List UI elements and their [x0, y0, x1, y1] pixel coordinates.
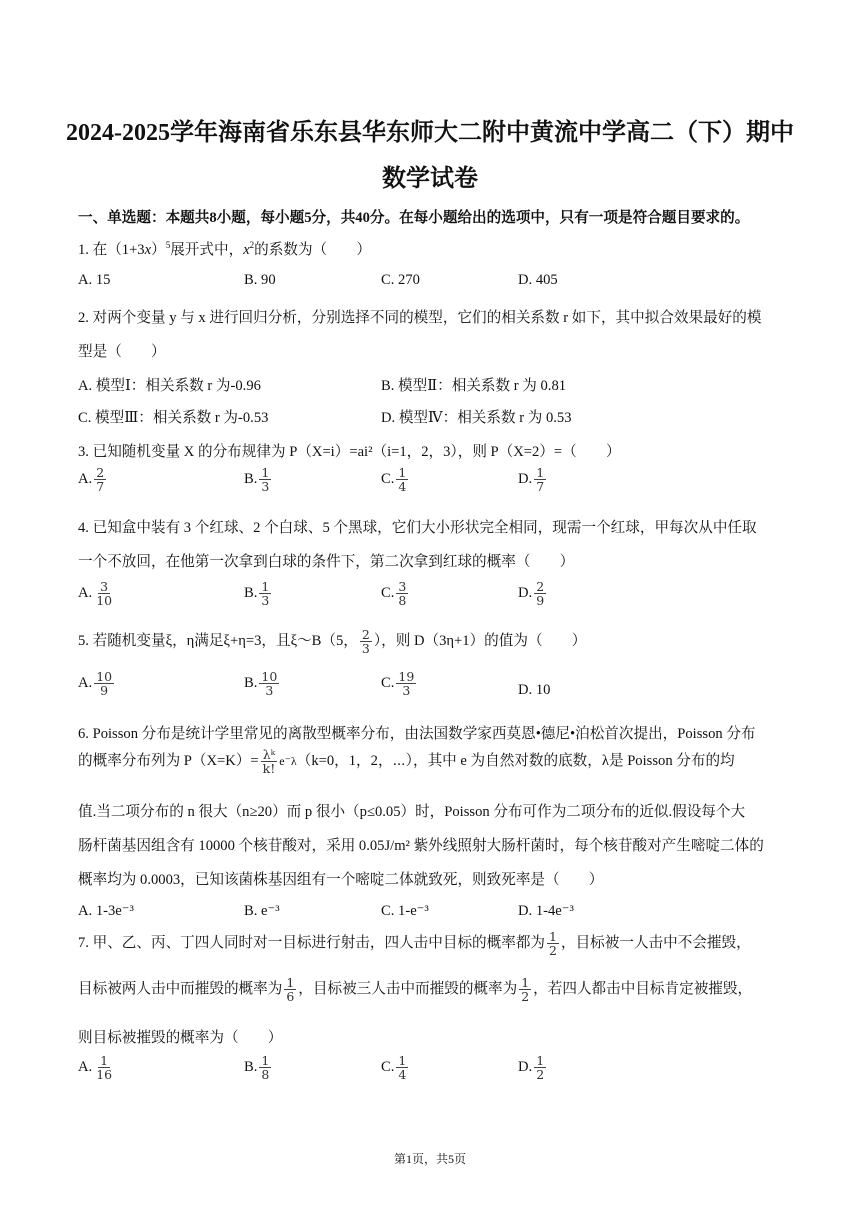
q7-option-d: D. $\frac{1}{2}$: [518, 1053, 545, 1083]
q3-option-d: D. $\frac{1}{7}$: [518, 465, 545, 495]
q7-stem-line3: 则目标被摧毁的概率为（ ）: [78, 1030, 283, 1046]
q6-option-b: B. e⁻³: [244, 903, 280, 919]
q3-option-a: A. $\frac{2}{7}$: [78, 465, 105, 495]
q2-option-b: B. 模型Ⅱ：相关系数 r 为 0.81: [381, 378, 567, 394]
q4-stem-line2: 一个不放回，在他第一次拿到白球的条件下，第二次拿到红球的概率（ ）: [78, 554, 575, 570]
q1-stem: 1. 在$(1+3x)^5$展开式中，$x^2$的系数为（ ）: [78, 240, 371, 258]
q4-option-d: D. $\frac{2}{9}$: [518, 579, 545, 609]
q7-option-b: B. $\frac{1}{8}$: [244, 1053, 270, 1083]
q7-option-a: A. $\frac{1}{16}$: [78, 1053, 113, 1083]
q7-option-c: C. $\frac{1}{4}$: [381, 1053, 407, 1083]
q7-stem-line1: 7. 甲、乙、丙、丁四人同时对一目标进行射击，四人击中目标的概率都为 $\frac{1}{2}$ ，目标被一人击中不会摧毁，: [78, 929, 751, 959]
doc-title-line2: 数学试卷: [382, 166, 478, 192]
q4-option-c: C. $\frac{3}{8}$: [381, 579, 407, 609]
q6-stem-line5: 概率均为 0.0003，已知该菌株基因组有一个嘧啶二体就致死，则致死率是（ ）: [78, 872, 604, 888]
q1-option-c: C. 270: [381, 272, 420, 288]
q2-option-c: C. 模型Ⅲ：相关系数 r 为-0.53: [78, 410, 269, 426]
q2-option-d: D. 模型Ⅳ：相关系数 r 为 0.53: [381, 410, 572, 426]
q5-option-b: B. $\frac{10}{3}$: [244, 669, 278, 699]
q2-stem-line1: 2. 对两个变量 y 与 x 进行回归分析，分别选择不同的模型，它们的相关系数 r 如下，其中拟合效果最好的模: [78, 310, 762, 326]
q2-stem-line2: 型是（ ）: [78, 344, 166, 360]
q1-option-d: D. 405: [518, 272, 558, 288]
doc-title-line1: 2024-2025学年海南省乐东县华东师大二附中黄流中学高二（下）期中: [66, 120, 794, 146]
q6-option-a: A. 1-3e⁻³: [78, 903, 134, 919]
q6-stem-line2: 的概率分布列为 P（X=K）= $\frac{\text{λᵏ}}{k!}$ e⁻λ（k=0，1，2，⋯），其中 e 为自然对数的底数，λ是 Poisson 分布的均: [78, 747, 735, 777]
q3-option-c: C. $\frac{1}{4}$: [381, 465, 407, 495]
q3-stem: 3. 已知随机变量 X 的分布规律为 P（X=i）=ai²（i=1，2，3），则 P（X=2）=（ ）: [78, 444, 621, 460]
q6-option-c: C. 1-e⁻³: [381, 903, 429, 919]
q2-option-a: A. 模型Ⅰ：相关系数 r 为-0.96: [78, 378, 261, 394]
q3-option-b: B. $\frac{1}{3}$: [244, 465, 270, 495]
q6-stem-line3: 值.当二项分布的 n 很大（n≥20）而 p 很小（p≤0.05）时，Poisson 分布可作为二项分布的近似.假设每个大: [78, 804, 746, 820]
q5-option-a: A. $\frac{10}{9}$: [78, 669, 113, 699]
q4-option-b: B. $\frac{1}{3}$: [244, 579, 270, 609]
q6-option-d: D. 1-4e⁻³: [518, 903, 574, 919]
q5-stem: 5. 若随机变量ξ，η满足ξ+η=3，且ξ～B（5， $\frac{2}{3}$ ），则 D（3η+1）的值为（ ）: [78, 627, 587, 657]
q6-stem-line4: 肠杆菌基因组含有 10000 个核苷酸对，采用 0.05J/m² 紫外线照射大肠杆菌时，每个核苷酸对产生嘧啶二体的: [78, 838, 764, 854]
q1-option-b: B. 90: [244, 272, 276, 288]
page-footer: 第1页，共5页: [393, 1152, 466, 1166]
q1-option-a: A. 15: [78, 272, 111, 288]
q4-option-a: A. $\frac{3}{10}$: [78, 579, 113, 609]
q6-stem-line1: 6. Poisson 分布是统计学里常见的离散型概率分布，由法国数学家西莫恩•德尼•泊松首次提出，Poisson 分布: [78, 726, 756, 742]
q5-option-d: D. 10: [518, 682, 551, 698]
q7-stem-line2: 目标被两人击中而摧毁的概率为 $\frac{1}{6}$ ，目标被三人击中而摧毁的概率为 $\frac{1}{2}$ ，若四人都击中目标肯定被摧毁，: [78, 975, 753, 1005]
q5-option-c: C. $\frac{19}{3}$: [381, 669, 415, 699]
section-heading: 一、单选题：本题共8小题，每小题5分，共40分。在每小题给出的选项中，只有一项是符合题目要求的。: [78, 210, 750, 226]
q4-stem-line1: 4. 已知盒中装有 3 个红球、2 个白球、5 个黑球，它们大小形状完全相同，现需一个红球，甲每次从中任取: [78, 520, 757, 536]
